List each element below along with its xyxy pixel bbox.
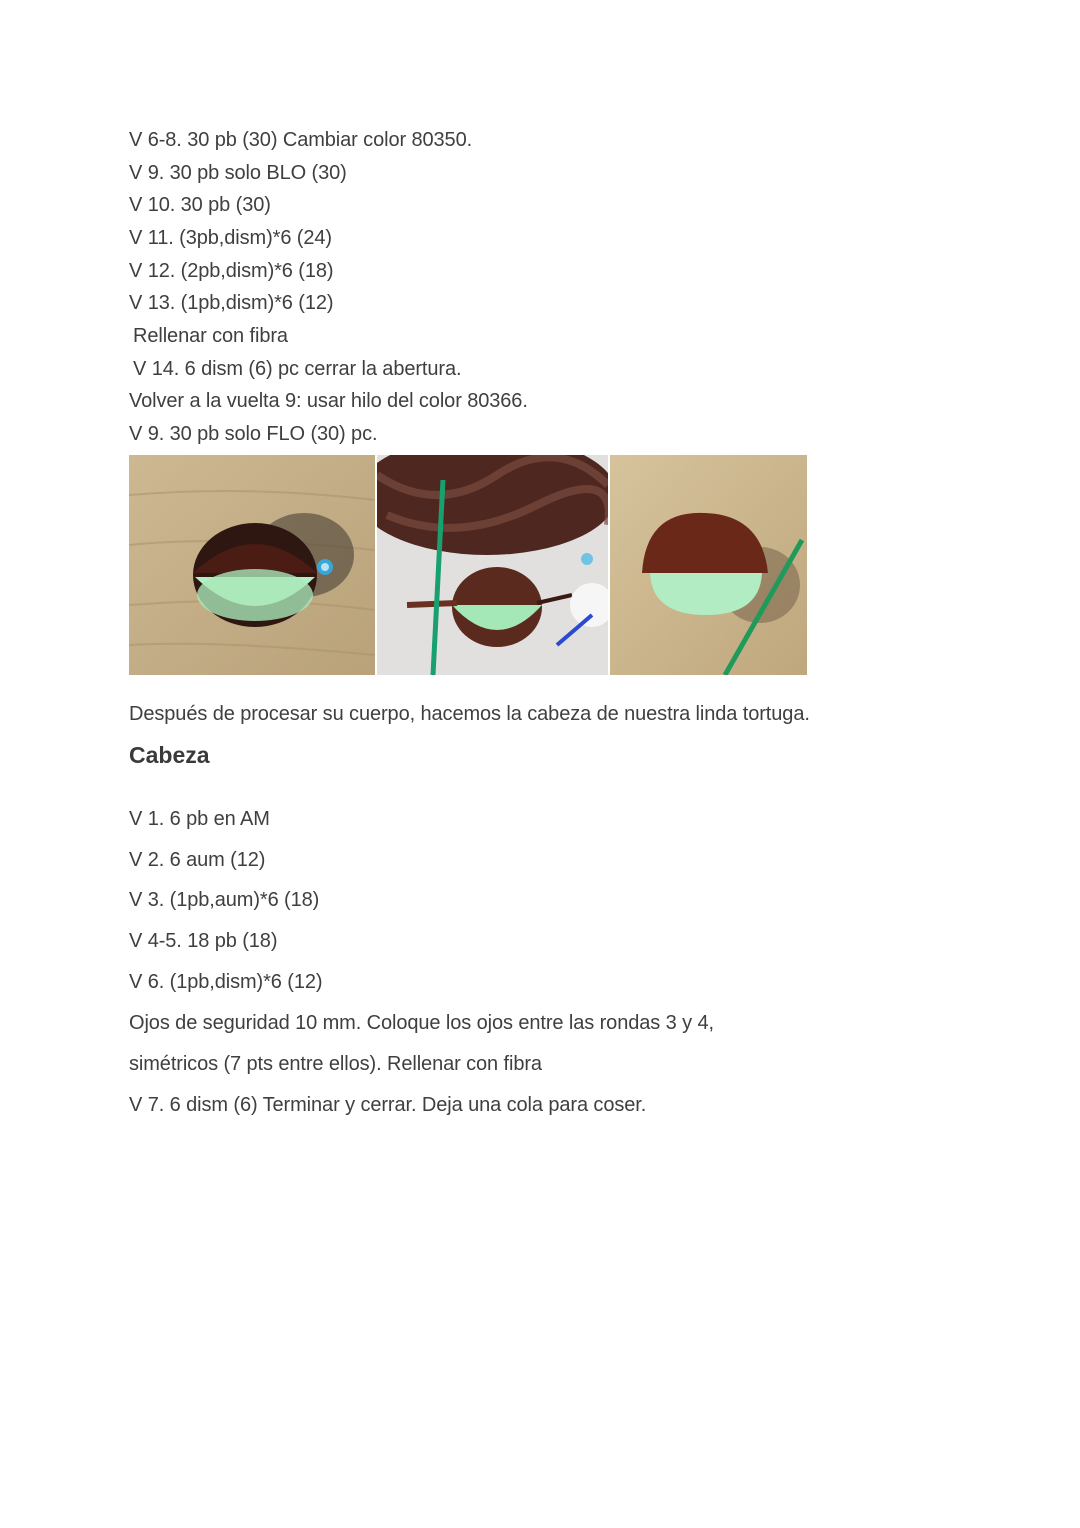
intro-paragraph: Después de procesar su cuerpo, hacemos la cabeza de nuestra linda tortuga. bbox=[129, 703, 810, 725]
photo-strip bbox=[129, 455, 807, 675]
pattern-line: Rellenar con fibra bbox=[133, 325, 288, 347]
pattern-line: V 6-8. 30 pb (30) Cambiar color 80350. bbox=[129, 129, 473, 151]
pattern-line: V 9. 30 pb solo FLO (30) pc. bbox=[129, 423, 378, 445]
pattern-line: simétricos (7 pts entre ellos). Rellenar con fibra bbox=[129, 1053, 542, 1075]
pattern-line: V 2. 6 aum (12) bbox=[129, 849, 266, 871]
pattern-line: Ojos de seguridad 10 mm. Coloque los ojos entre las rondas 3 y 4, bbox=[129, 1012, 714, 1034]
pattern-line: V 6. (1pb,dism)*6 (12) bbox=[129, 971, 323, 993]
pattern-line: V 4-5. 18 pb (18) bbox=[129, 930, 278, 952]
pattern-line: V 13. (1pb,dism)*6 (12) bbox=[129, 292, 334, 314]
photo-finished-shell bbox=[610, 455, 807, 675]
pattern-line: V 14. 6 dism (6) pc cerrar la abertura. bbox=[133, 358, 462, 380]
pattern-line: V 9. 30 pb solo BLO (30) bbox=[129, 162, 347, 184]
photo-turtle-body-marker bbox=[129, 455, 375, 675]
pattern-line: V 7. 6 dism (6) Terminar y cerrar. Deja una cola para coser. bbox=[129, 1094, 647, 1116]
pattern-line: V 1. 6 pb en AM bbox=[129, 808, 270, 830]
pattern-line: V 11. (3pb,dism)*6 (24) bbox=[129, 227, 332, 249]
photo-yarn-and-hook bbox=[377, 455, 608, 675]
pattern-line: Volver a la vuelta 9: usar hilo del color 80366. bbox=[129, 390, 528, 412]
pattern-line: V 3. (1pb,aum)*6 (18) bbox=[129, 889, 320, 911]
pattern-line: V 10. 30 pb (30) bbox=[129, 194, 271, 216]
section-heading-cabeza: Cabeza bbox=[129, 742, 210, 768]
pattern-line: V 12. (2pb,dism)*6 (18) bbox=[129, 260, 334, 282]
